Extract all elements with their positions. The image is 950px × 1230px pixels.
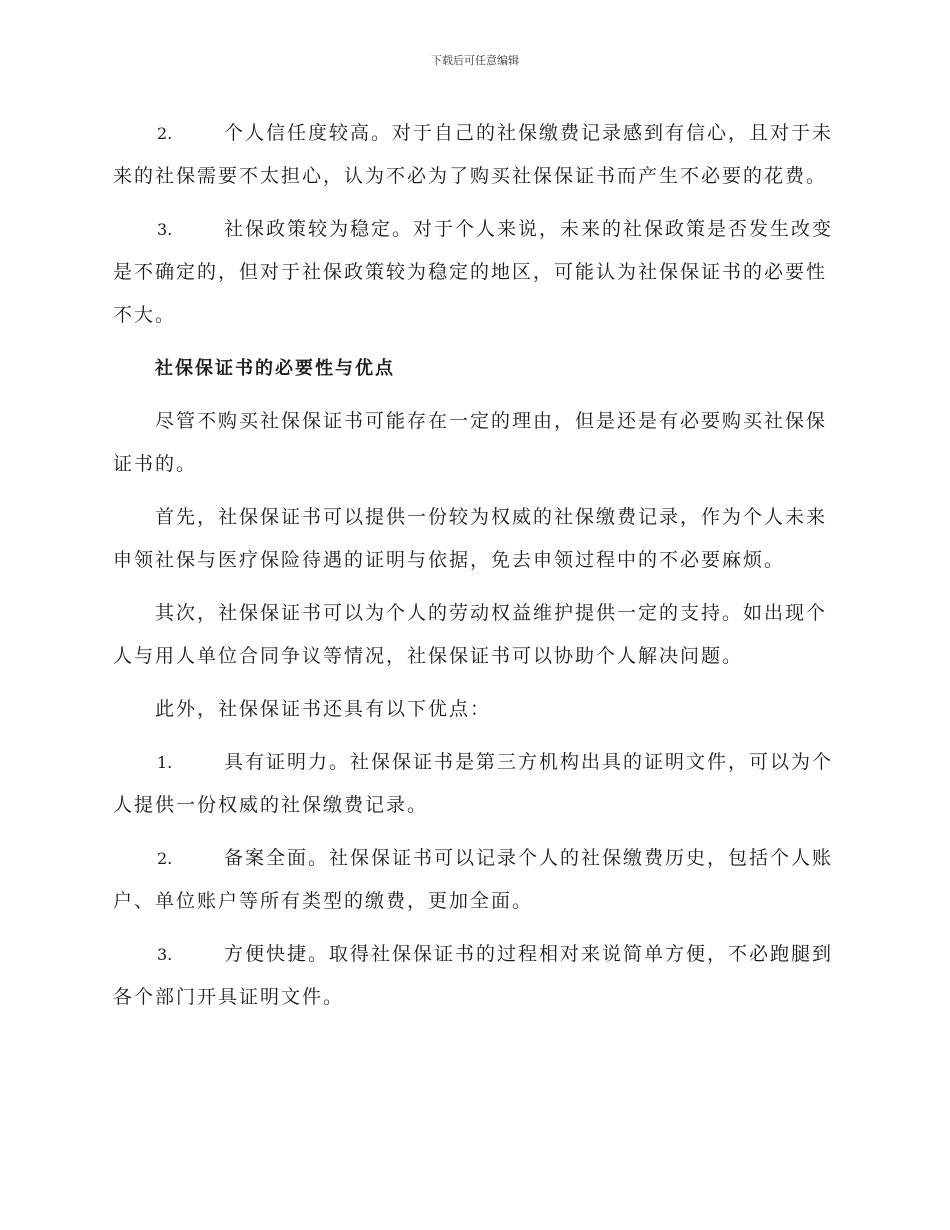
section-heading: 社保保证书的必要性与优点 — [155, 358, 395, 379]
document-body — [113, 112, 833, 1029]
paragraph: 尽管不购买社保保证书可能存在一定的理由，但是还是有必要购买社保保证书的。 — [113, 410, 828, 475]
list-item-number: 2. — [157, 124, 173, 143]
paragraph: 首先，社保保证书可以提供一份较为权威的社保缴费记录，作为个人未来申领社保与医疗保险待遇的证明与依据，免去申领过程中的不必要麻烦。 — [113, 506, 828, 571]
list-item-text: 社保政策较为稳定。对于个人来说，未来的社保政策是否发生改变是不确定的，但对于社保政策较为稳定的地区，可能认为社保保证书的必要性不大。 — [113, 218, 834, 326]
list-item-text: 具有证明力。社保保证书是第三方机构出具的证明文件，可以为个人提供一份权威的社保缴费记录。 — [113, 751, 834, 816]
list-item — [113, 933, 833, 1019]
page-header: 下载后可任意编辑 — [431, 54, 519, 67]
list-item — [113, 741, 833, 827]
list-item-number: 3. — [157, 220, 173, 239]
list-item — [113, 837, 833, 923]
list-item-number: 3. — [157, 945, 173, 964]
list-item-text: 备案全面。社保保证书可以记录个人的社保缴费历史，包括个人账户、单位账户等所有类型的缴费，更加全面。 — [113, 847, 834, 912]
list-item-number: 2. — [157, 849, 173, 868]
list-item — [113, 112, 833, 198]
paragraph: 此外，社保保证书还具有以下优点： — [155, 698, 492, 720]
paragraph: 其次，社保保证书可以为个人的劳动权益维护提供一定的支持。如出现个人与用人单位合同争议等情况，社保保证书可以协助个人解决问题。 — [113, 602, 828, 667]
list-item-number: 1. — [157, 753, 173, 772]
list-item — [113, 208, 833, 337]
list-item-text: 方便快捷。取得社保保证书的过程相对来说简单方便，不必跑腿到各个部门开具证明文件。 — [113, 943, 834, 1008]
list-item-text: 个人信任度较高。对于自己的社保缴费记录感到有信心，且对于未来的社保需要不太担心，认为不必为了购买社保保证书而产生不必要的花费。 — [113, 122, 834, 187]
